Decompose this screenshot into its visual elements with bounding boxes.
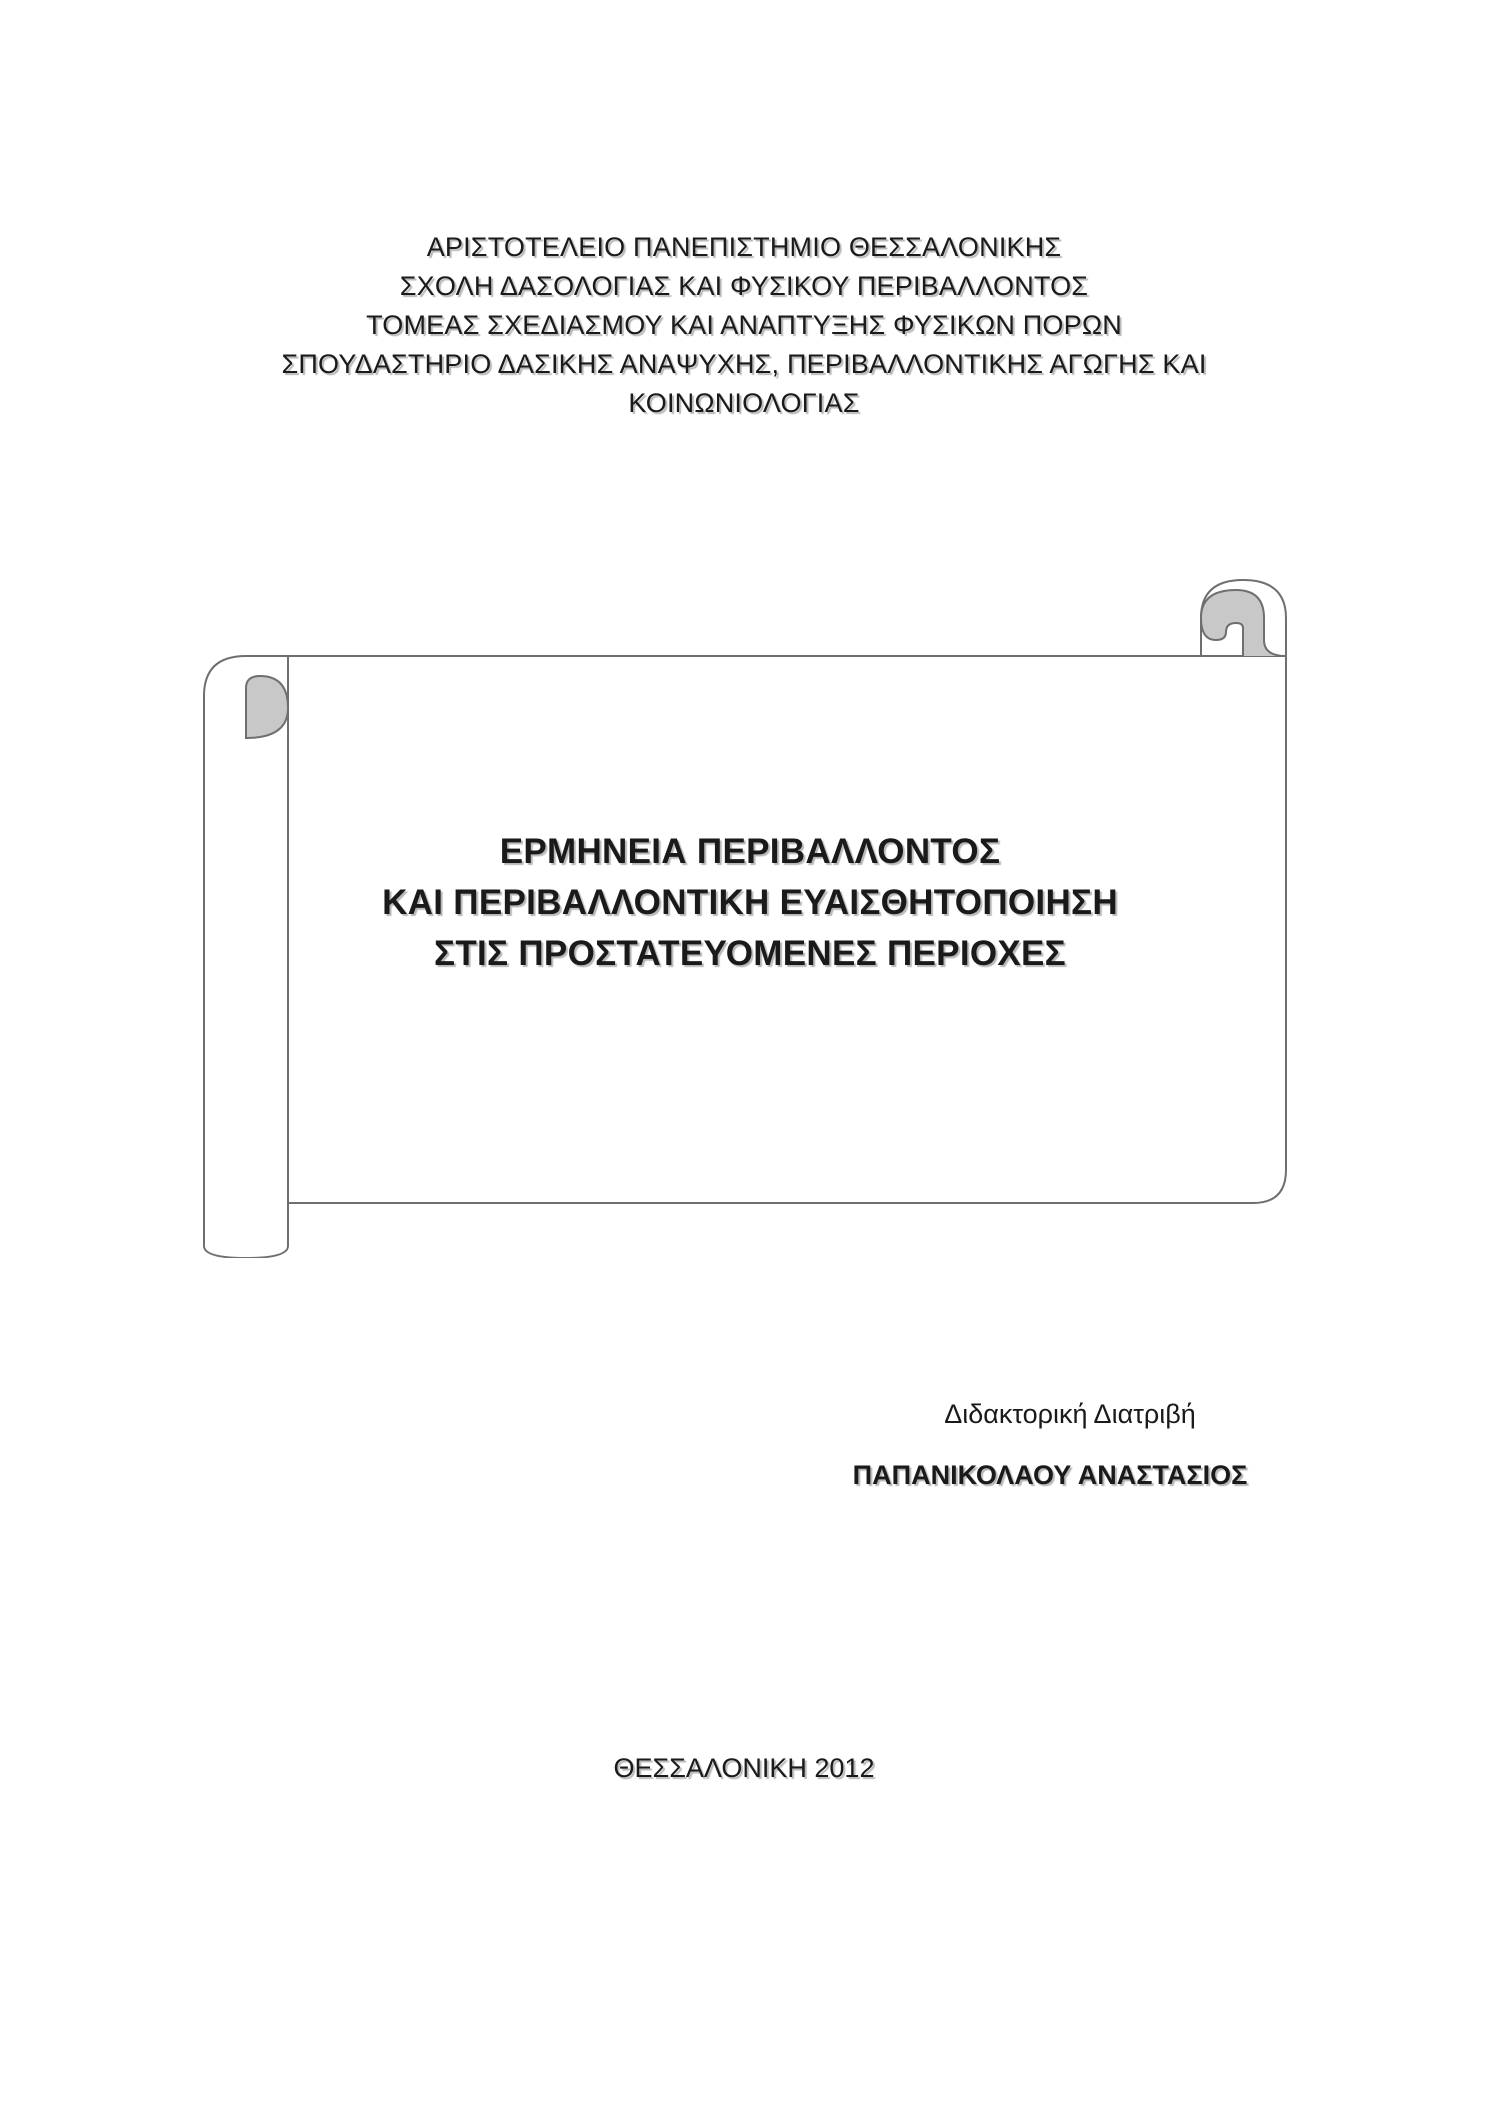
school-name: ΣΧΟΛΗ ΔΑΣΟΛΟΓΙΑΣ ΚΑΙ ΦΥΣΙΚΟΥ ΠΕΡΙΒΑΛΛΟΝΤΟΣ xyxy=(399,271,1089,301)
university-name: ΑΡΙΣΤΟΤΕΛΕΙΟ ΠΑΝΕΠΙΣΤΗΜΙΟ ΘΕΣΣΑΛΟΝΙΚΗΣ xyxy=(426,232,1062,262)
city-year: ΘΕΣΣΑΛΟΝΙΚΗ 2012 xyxy=(613,1753,875,1783)
institution-header xyxy=(0,228,1488,423)
department-name: ΤΟΜΕΑΣ ΣΧΕΔΙΑΣΜΟΥ ΚΑΙ ΑΝΑΠΤΥΞΗΣ ΦΥΣΙΚΩΝ ΠΟΡΩΝ xyxy=(366,310,1122,340)
author-name: ΠΑΠΑΝΙΚΟΛΑΟΥ ΑΝΑΣΤΑΣΙΟΣ xyxy=(852,1460,1248,1490)
thesis-title-line-2: ΚΑΙ ΠΕΡΙΒΑΛΛΟΝΤΙΚΗ ΕΥΑΙΣΘΗΤΟΠΟΙΗΣΗ xyxy=(382,883,1118,922)
thesis-title-line-3: ΣΤΙΣ ΠΡΟΣΤΑΤΕΥΟΜΕΝΕΣ ΠΕΡΙΟΧΕΣ xyxy=(434,934,1066,973)
laboratory-name-line-1: ΣΠΟΥΔΑΣΤΗΡΙΟ ΔΑΣΙΚΗΣ ΑΝΑΨΥΧΗΣ, ΠΕΡΙΒΑΛΛΟΝΤΙΚΗΣ ΑΓΩΓΗΣ ΚΑΙ xyxy=(281,349,1207,379)
thesis-title xyxy=(200,826,1300,979)
degree-label: Διδακτορική Διατριβή xyxy=(944,1399,1196,1429)
thesis-title-line-1: ΕΡΜΗΝΕΙΑ ΠΕΡΙΒΑΛΛΟΝΤΟΣ xyxy=(499,832,1001,871)
laboratory-name-line-2: ΚΟΙΝΩΝΙΟΛΟΓΙΑΣ xyxy=(628,388,860,418)
